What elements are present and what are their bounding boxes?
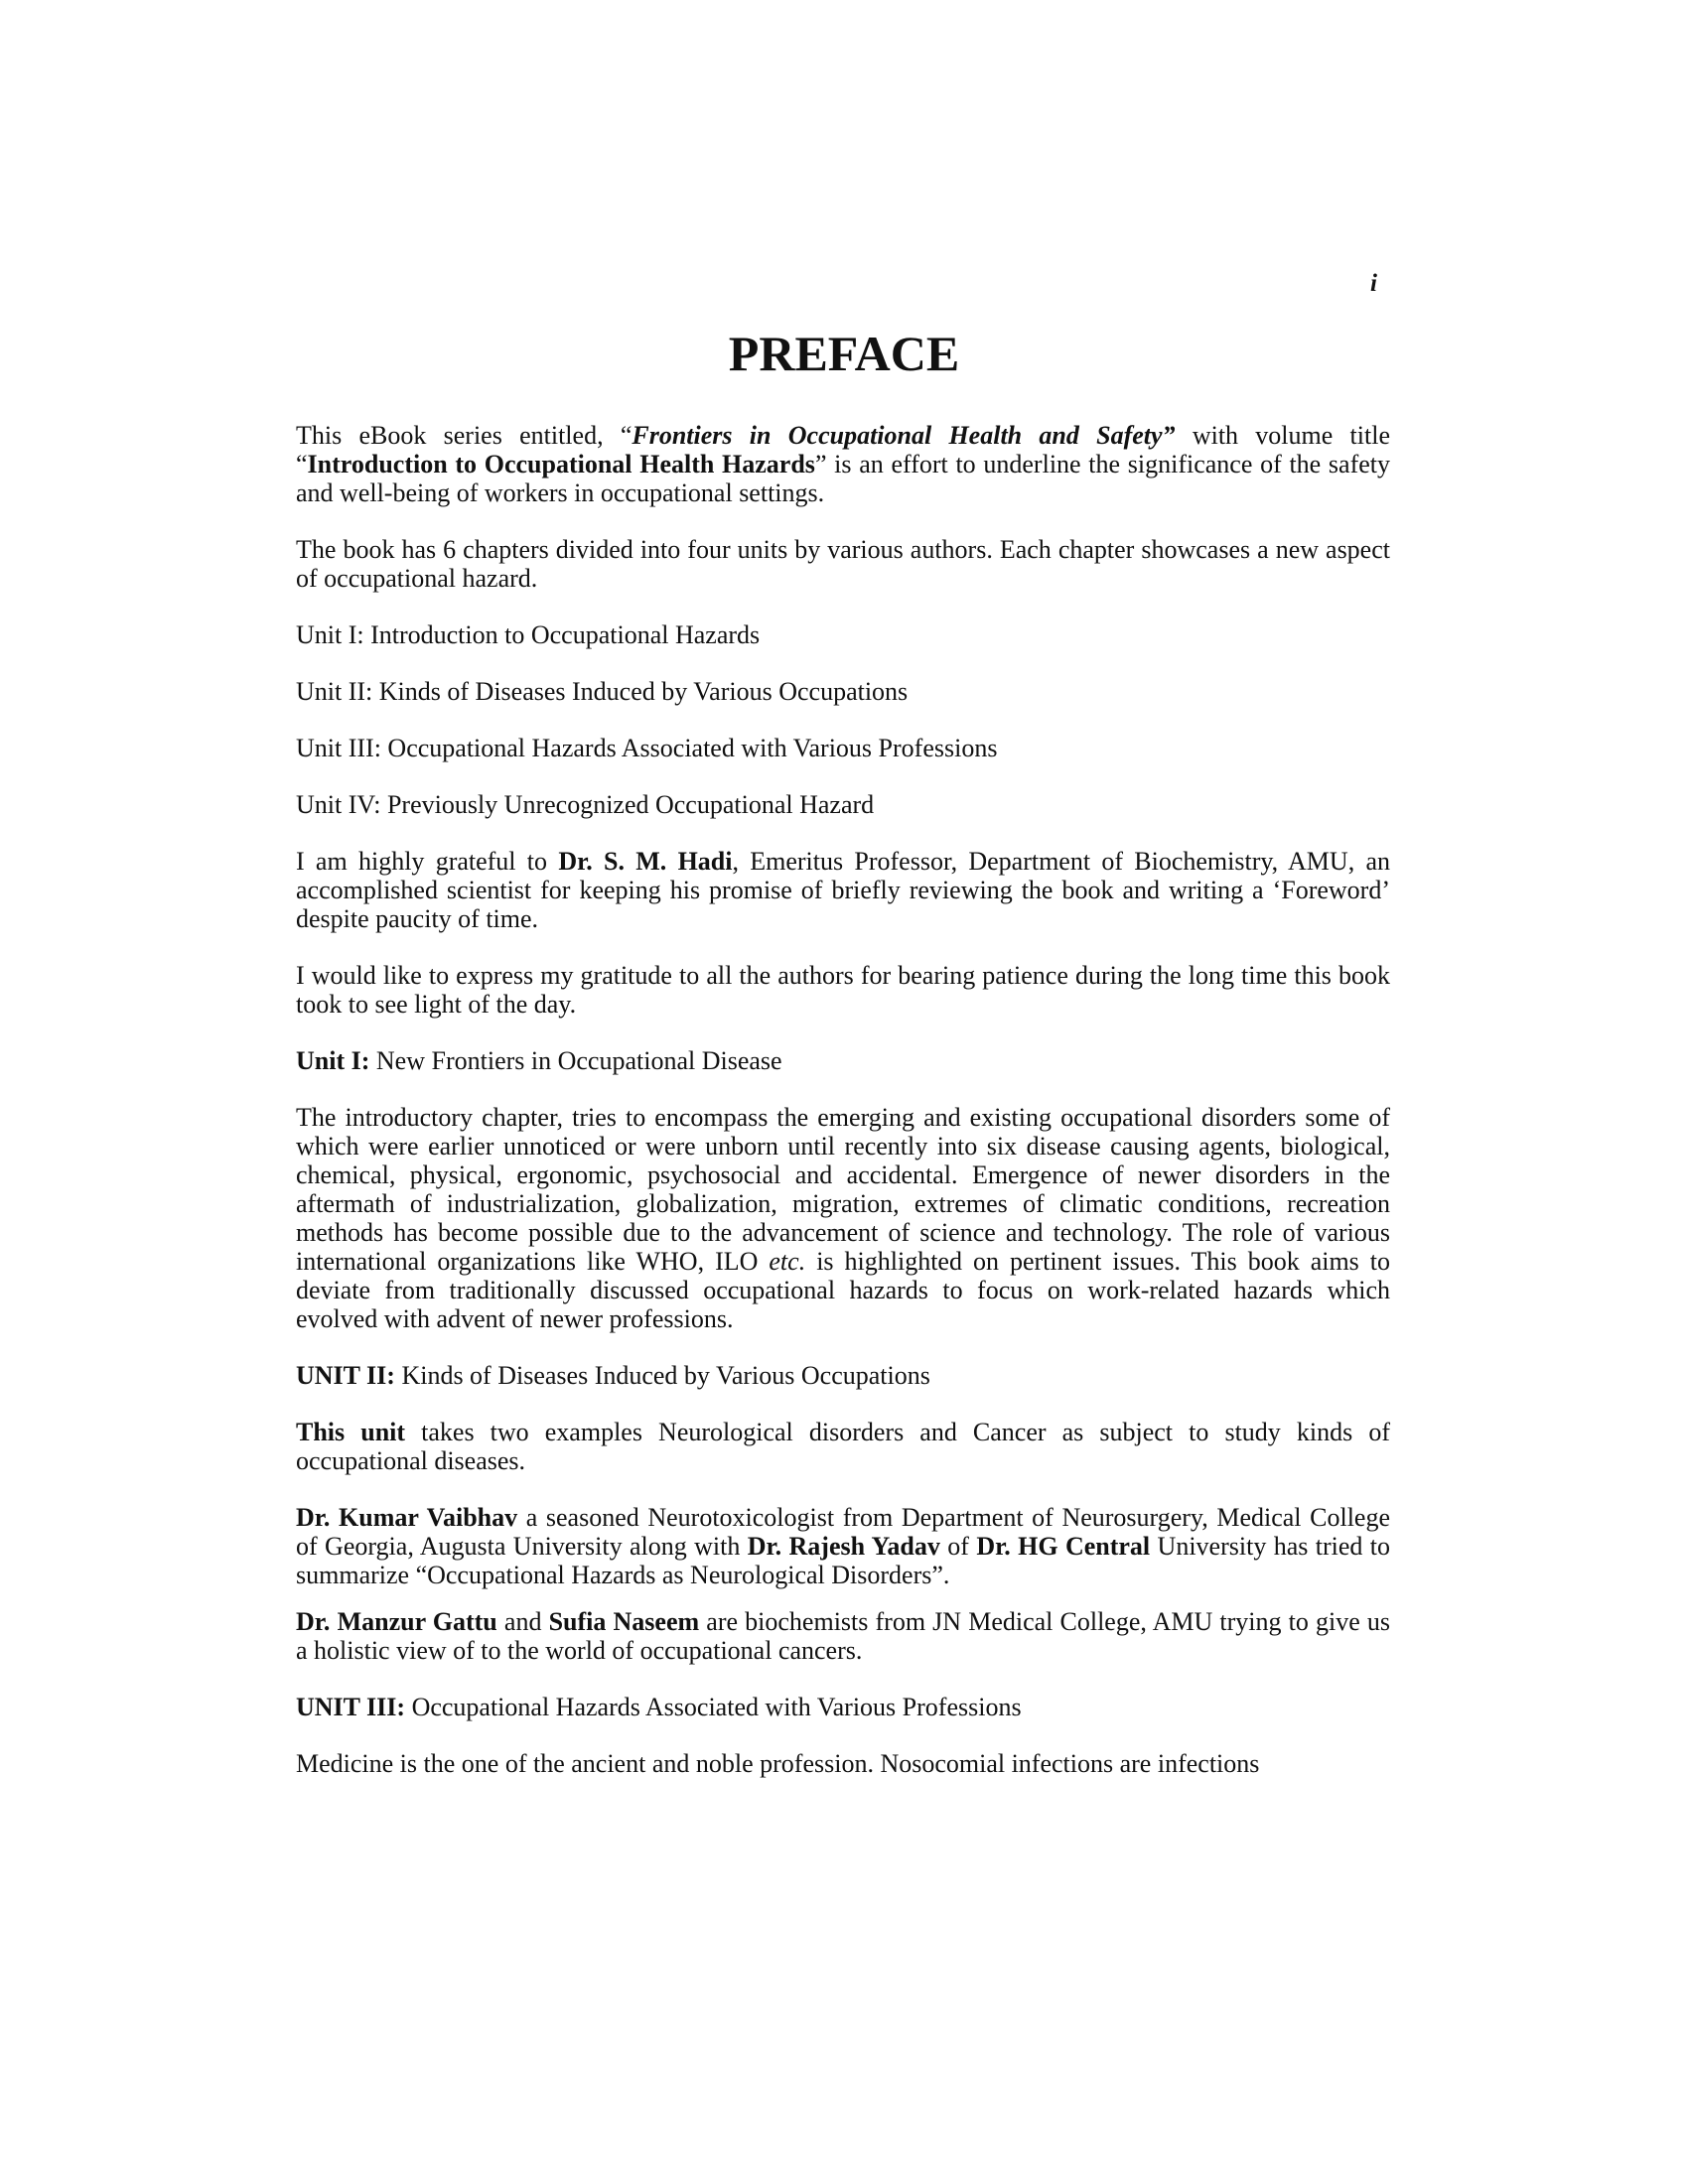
unit2-cancer-paragraph — [296, 1607, 1390, 1665]
intro-paragraph — [296, 421, 1390, 507]
unit3-description: Medicine is the one of the ancient and noble profession. Nosocomial infections are infections — [296, 1749, 1260, 1778]
unit1-heading — [296, 1046, 1390, 1075]
gratitude-text-2: , Emeritus Professor, Department of Biochemistry, AMU, an accomplished scientist for keeping his promise of briefly reviewing the book and writing a ‘Foreword’ despite paucity of time. — [296, 847, 1391, 933]
intro-text-1: This eBook series entitled, “ — [296, 421, 633, 450]
unit2-text-1: a seasoned Neurotoxicologist from Department of Neurosurgery, Medical College of Georgia, Augusta University along with — [296, 1503, 1391, 1561]
intro-text-2: with volume title “ — [296, 421, 1390, 478]
unit2-neuro-paragraph — [296, 1503, 1390, 1589]
unit2-lead-bold: This unit — [296, 1418, 406, 1446]
unit1-text-2: is highlighted on pertinent issues. This book aims to deviate from traditionally discussed occupational hazards to focus on work-related hazards which evolved with advent of newer professions. — [296, 1247, 1391, 1333]
unit1-label: Unit I: — [296, 1046, 370, 1075]
author-kumar-vaibhav: Dr. Kumar Vaibhav — [296, 1503, 518, 1532]
unit2-heading — [296, 1361, 1390, 1390]
unit3-title: Occupational Hazards Associated with Various Professions — [405, 1693, 1022, 1721]
unit1-description — [296, 1103, 1390, 1333]
unit2-text-3: University has tried to summarize “Occupational Hazards as Neurological Disorders”. — [296, 1532, 1391, 1589]
unit2-lead-text: takes two examples Neurological disorders and Cancer as subject to study kinds of occupational diseases. — [296, 1418, 1390, 1475]
page-title: PREFACE — [728, 326, 960, 381]
unit1-etc: etc. — [769, 1247, 806, 1276]
unit-list-item: Unit III: Occupational Hazards Associated with Various Professions — [296, 734, 998, 762]
unit-list-item: Unit IV: Previously Unrecognized Occupational Hazard — [296, 790, 875, 819]
gratitude-paragraph — [296, 847, 1390, 933]
unit-list-item: Unit II: Kinds of Diseases Induced by Various Occupations — [296, 677, 909, 706]
chapters-paragraph: The book has 6 chapters divided into four units by various authors. Each chapter showcases a new aspect of occupational hazard. — [296, 535, 1390, 593]
unit3-label: UNIT III: — [296, 1693, 406, 1721]
authors-gratitude-paragraph: I would like to express my gratitude to all the authors for bearing patience during the long time this book took to see light of the day. — [296, 961, 1390, 1019]
unit2-text-5: are biochemists from JN Medical College, AMU trying to give us a holistic view of to the world of occupational cancers. — [296, 1607, 1391, 1665]
author-rajesh-yadav: Dr. Rajesh Yadav — [747, 1532, 940, 1561]
unit2-label: UNIT II: — [296, 1361, 395, 1390]
intro-text-3: ” is an effort to underline the significance of the safety and well-being of workers in occupational settings. — [296, 450, 1390, 507]
preface-body — [296, 421, 1390, 1806]
unit3-heading — [296, 1693, 1390, 1721]
foreword-author: Dr. S. M. Hadi — [558, 847, 733, 876]
author-sufia-naseem: Sufia Naseem — [548, 1607, 700, 1636]
unit2-description — [296, 1418, 1390, 1475]
page-number: i — [1370, 270, 1377, 297]
unit-list-item: Unit I: Introduction to Occupational Hazards — [296, 620, 761, 649]
unit2-title: Kinds of Diseases Induced by Various Occupations — [394, 1361, 930, 1390]
unit1-text-1: The introductory chapter, tries to encompass the emerging and existing occupational disorders some of which were earlier unnoticed or were unborn until recently into six disease causing agents, biological, chemical, physical, ergonomic, psychosocial and accidental. Emergence of newer disorders in the aftermath of industrialization, globalization, migration, extremes of climatic conditions, recreation methods has become possible due to the advancement of science and technology. The role of various international organizations like WHO, ILO — [296, 1103, 1390, 1276]
series-title: Frontiers in Occupational Health and Safety” — [632, 421, 1176, 450]
unit2-text-4: and — [496, 1607, 549, 1636]
unit2-text-2: of — [939, 1532, 977, 1561]
author-manzur-gattu: Dr. Manzur Gattu — [296, 1607, 497, 1636]
volume-title: Introduction to Occupational Health Hazards — [307, 450, 815, 478]
unit1-title: New Frontiers in Occupational Disease — [369, 1046, 782, 1075]
university-name: Dr. HG Central — [976, 1532, 1151, 1561]
gratitude-text-1: I am highly grateful to — [296, 847, 559, 876]
